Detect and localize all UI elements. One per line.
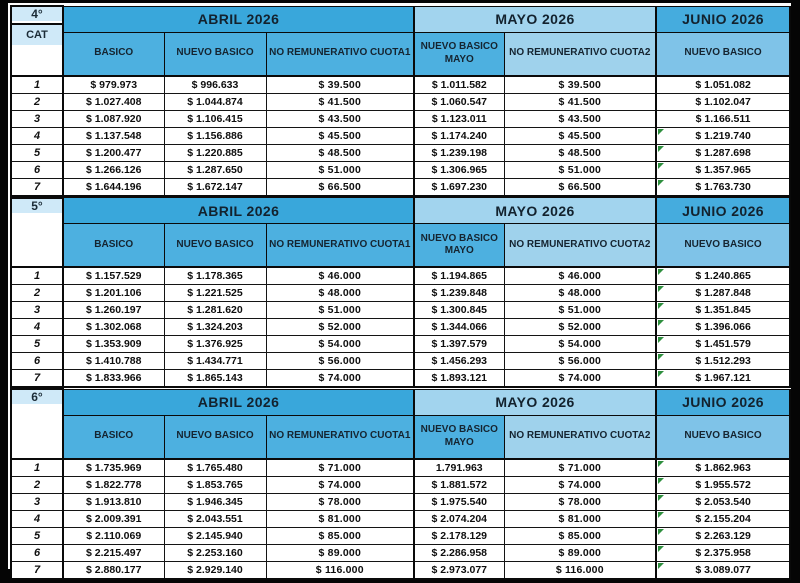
value-cell: $ 2.178.129 [414, 527, 504, 544]
value-cell: $ 1.281.620 [164, 302, 266, 319]
green-corner-flag-icon [658, 180, 664, 186]
category-number-cell: 5 [11, 527, 63, 544]
table-row [11, 178, 790, 196]
category-number-cell: 7 [11, 561, 63, 579]
value-cell: $ 43.500 [504, 110, 656, 127]
category-number-cell: 2 [11, 476, 63, 493]
value-cell: $ 1.306.965 [414, 161, 504, 178]
table-row [11, 476, 790, 493]
green-corner-flag-icon [658, 286, 664, 292]
category-number-cell: 4 [11, 127, 63, 144]
value-cell: $ 1.239.848 [414, 285, 504, 302]
value-cell: $ 48.000 [504, 285, 656, 302]
value-cell: $ 1.300.845 [414, 302, 504, 319]
category-label: 6° [12, 390, 62, 404]
value-cell: $ 1.174.240 [414, 127, 504, 144]
value-cell: $ 116.000 [266, 561, 414, 579]
value-cell: $ 2.074.204 [414, 510, 504, 527]
value-cell: $ 81.000 [504, 510, 656, 527]
value-cell: $ 1.913.810 [63, 493, 164, 510]
green-corner-flag-icon [658, 371, 664, 377]
category-label: 4° [12, 7, 62, 21]
table-row [11, 353, 790, 370]
cell-value: $ 1.862.963 [695, 461, 751, 474]
green-corner-flag-icon [658, 546, 664, 552]
value-cell: $ 2.145.940 [164, 527, 266, 544]
category-number-cell: 5 [11, 144, 63, 161]
value-cell: $ 116.000 [504, 561, 656, 579]
value-cell: $ 1.893.121 [414, 370, 504, 388]
category-header-cell [11, 198, 63, 268]
junio-value-cell: $ 1.102.047 [656, 93, 790, 110]
category-number-cell: 3 [11, 493, 63, 510]
table-row [11, 493, 790, 510]
category-header-cell [11, 6, 63, 76]
value-cell: $ 1.456.293 [414, 353, 504, 370]
table-row [11, 161, 790, 178]
value-cell: $ 1.011.582 [414, 76, 504, 94]
value-cell: $ 71.000 [266, 459, 414, 477]
column-header-nuevo-basico: NUEVO BASICO [164, 224, 266, 268]
category-number-cell: 1 [11, 76, 63, 94]
value-cell: $ 74.000 [266, 476, 414, 493]
cell-value: $ 1.287.698 [695, 146, 751, 159]
table-row [11, 510, 790, 527]
section-5-table [10, 197, 791, 389]
value-cell: $ 1.765.480 [164, 459, 266, 477]
junio-value-cell: $ 1.051.082 [656, 76, 790, 94]
month-header-junio: JUNIO 2026 [656, 6, 790, 32]
value-cell: $ 74.000 [504, 370, 656, 388]
column-header-basico: BASICO [63, 32, 164, 76]
column-header-no-remunerativo-2: NO REMUNERATIVO CUOTA2 [504, 32, 656, 76]
month-header-mayo: MAYO 2026 [414, 389, 656, 415]
category-number-cell: 6 [11, 161, 63, 178]
value-cell: $ 1.123.011 [414, 110, 504, 127]
column-header-row [11, 415, 790, 459]
value-cell: $ 1.397.579 [414, 336, 504, 353]
table-row [11, 527, 790, 544]
cell-value: $ 2.053.540 [695, 495, 751, 508]
value-cell: $ 1.060.547 [414, 93, 504, 110]
value-cell: $ 66.500 [504, 178, 656, 196]
value-cell: $ 54.000 [504, 336, 656, 353]
table-row [11, 93, 790, 110]
column-header-row [11, 224, 790, 268]
junio-value-cell [656, 144, 790, 161]
green-corner-flag-icon [658, 563, 664, 569]
category-number-cell: 5 [11, 336, 63, 353]
value-cell: $ 1.865.143 [164, 370, 266, 388]
value-cell: $ 78.000 [266, 493, 414, 510]
category-label: 5° [12, 199, 62, 213]
value-cell: $ 48.500 [266, 144, 414, 161]
value-cell: $ 1.106.415 [164, 110, 266, 127]
value-cell: $ 1.853.765 [164, 476, 266, 493]
cell-value: $ 2.375.958 [695, 546, 751, 559]
value-cell: $ 74.000 [504, 476, 656, 493]
section-4-table [10, 5, 791, 197]
value-cell: $ 979.973 [63, 76, 164, 94]
value-cell: $ 74.000 [266, 370, 414, 388]
month-header-row [11, 6, 790, 32]
table-row [11, 302, 790, 319]
section-4-body [11, 76, 790, 196]
month-header-row [11, 389, 790, 415]
value-cell: $ 39.500 [266, 76, 414, 94]
cell-value: $ 2.155.204 [695, 512, 751, 525]
cell-value: $ 1.357.965 [695, 163, 751, 176]
table-row [11, 110, 790, 127]
value-cell: $ 1.302.068 [63, 319, 164, 336]
category-number-cell: 4 [11, 510, 63, 527]
value-cell: $ 1.027.408 [63, 93, 164, 110]
value-cell: $ 78.000 [504, 493, 656, 510]
column-header-basico: BASICO [63, 224, 164, 268]
value-cell: $ 43.500 [266, 110, 414, 127]
section-6-body [11, 459, 790, 579]
value-cell: $ 81.000 [266, 510, 414, 527]
value-cell: $ 1.287.650 [164, 161, 266, 178]
table-row [11, 370, 790, 388]
column-header-basico: BASICO [63, 415, 164, 459]
junio-value-cell: $ 1.166.511 [656, 110, 790, 127]
value-cell: $ 71.000 [504, 459, 656, 477]
value-cell: $ 2.253.160 [164, 544, 266, 561]
value-cell: $ 1.975.540 [414, 493, 504, 510]
value-cell: $ 1.087.920 [63, 110, 164, 127]
value-cell: $ 52.000 [504, 319, 656, 336]
value-cell: $ 66.500 [266, 178, 414, 196]
value-cell: $ 1.221.525 [164, 285, 266, 302]
green-corner-flag-icon [658, 129, 664, 135]
month-header-mayo: MAYO 2026 [414, 6, 656, 32]
value-cell: $ 54.000 [266, 336, 414, 353]
column-header-nuevo-basico: NUEVO BASICO [164, 32, 266, 76]
table-row [11, 127, 790, 144]
category-number-cell: 2 [11, 93, 63, 110]
value-cell: $ 45.500 [504, 127, 656, 144]
value-cell: $ 1.410.788 [63, 353, 164, 370]
value-cell: $ 48.500 [504, 144, 656, 161]
green-corner-flag-icon [658, 269, 664, 275]
category-number-cell: 7 [11, 370, 63, 388]
value-cell: $ 2.880.177 [63, 561, 164, 579]
month-header-abril: ABRIL 2026 [63, 389, 414, 415]
junio-value-cell [656, 561, 790, 579]
value-cell: $ 1.697.230 [414, 178, 504, 196]
column-header-nuevo-basico: NUEVO BASICO [164, 415, 266, 459]
table-row [11, 144, 790, 161]
column-header-no-remunerativo-1: NO REMUNERATIVO CUOTA1 [266, 415, 414, 459]
green-corner-flag-icon [658, 478, 664, 484]
column-header-no-remunerativo-2: NO REMUNERATIVO CUOTA2 [504, 415, 656, 459]
green-corner-flag-icon [658, 529, 664, 535]
column-header-no-remunerativo-1: NO REMUNERATIVO CUOTA1 [266, 224, 414, 268]
value-cell: $ 1.324.203 [164, 319, 266, 336]
category-number-cell: 6 [11, 544, 63, 561]
value-cell: 1.791.963 [414, 459, 504, 477]
value-cell: $ 1.672.147 [164, 178, 266, 196]
green-corner-flag-icon [658, 303, 664, 309]
category-number-cell: 4 [11, 319, 63, 336]
table-row [11, 319, 790, 336]
value-cell: $ 1.137.548 [63, 127, 164, 144]
green-corner-flag-icon [658, 337, 664, 343]
junio-value-cell [656, 336, 790, 353]
cell-value: $ 1.955.572 [695, 478, 751, 491]
green-corner-flag-icon [658, 146, 664, 152]
junio-value-cell [656, 370, 790, 388]
cell-value: $ 1.219.740 [695, 129, 751, 142]
value-cell: $ 1.260.197 [63, 302, 164, 319]
month-header-junio: JUNIO 2026 [656, 389, 790, 415]
value-cell: $ 46.000 [266, 267, 414, 285]
cell-value: $ 1.451.579 [695, 338, 751, 350]
junio-value-cell [656, 127, 790, 144]
junio-value-cell [656, 510, 790, 527]
month-header-abril: ABRIL 2026 [63, 6, 414, 32]
column-header-no-remunerativo-1: NO REMUNERATIVO CUOTA1 [266, 32, 414, 76]
value-cell: $ 1.201.106 [63, 285, 164, 302]
section-5-body [11, 267, 790, 387]
value-cell: $ 1.822.778 [63, 476, 164, 493]
column-header-nuevo-basico-junio: NUEVO BASICO [656, 32, 790, 76]
category-number-cell: 3 [11, 302, 63, 319]
value-cell: $ 1.157.529 [63, 267, 164, 285]
value-cell: $ 2.286.958 [414, 544, 504, 561]
value-cell: $ 1.200.477 [63, 144, 164, 161]
value-cell: $ 1.376.925 [164, 336, 266, 353]
value-cell: $ 2.009.391 [63, 510, 164, 527]
value-cell: $ 85.000 [504, 527, 656, 544]
column-header-row [11, 32, 790, 76]
junio-value-cell [656, 459, 790, 477]
month-header-mayo: MAYO 2026 [414, 198, 656, 224]
junio-value-cell [656, 285, 790, 302]
table-row [11, 267, 790, 285]
value-cell: $ 89.000 [266, 544, 414, 561]
value-cell: $ 2.215.497 [63, 544, 164, 561]
value-cell: $ 2.043.551 [164, 510, 266, 527]
cell-value: $ 1.240.865 [695, 270, 751, 282]
section-6-table [10, 388, 791, 580]
green-corner-flag-icon [658, 320, 664, 326]
value-cell: $ 56.000 [266, 353, 414, 370]
column-header-nuevo-basico-junio: NUEVO BASICO [656, 415, 790, 459]
cell-value: $ 1.967.121 [695, 372, 751, 384]
value-cell: $ 1.344.066 [414, 319, 504, 336]
column-header-nuevo-basico-junio: NUEVO BASICO [656, 224, 790, 268]
value-cell: $ 41.500 [504, 93, 656, 110]
value-cell: $ 1.220.885 [164, 144, 266, 161]
category-header-cell [11, 389, 63, 459]
table-row [11, 76, 790, 94]
green-corner-flag-icon [658, 512, 664, 518]
value-cell: $ 89.000 [504, 544, 656, 561]
value-cell: $ 2.929.140 [164, 561, 266, 579]
month-header-row [11, 198, 790, 224]
column-header-nuevo-basico-mayo: NUEVO BASICO MAYO [414, 32, 504, 76]
column-header-no-remunerativo-2: NO REMUNERATIVO CUOTA2 [504, 224, 656, 268]
value-cell: $ 85.000 [266, 527, 414, 544]
cell-value: $ 1.512.293 [695, 355, 751, 367]
value-cell: $ 1.194.865 [414, 267, 504, 285]
month-header-junio: JUNIO 2026 [656, 198, 790, 224]
value-cell: $ 2.973.077 [414, 561, 504, 579]
cell-value: $ 1.351.845 [695, 304, 751, 316]
cell-value: $ 2.263.129 [695, 529, 751, 542]
category-number-cell: 1 [11, 267, 63, 285]
junio-value-cell [656, 353, 790, 370]
salary-scale-table [8, 3, 791, 576]
value-cell: $ 2.110.069 [63, 527, 164, 544]
category-number-cell: 7 [11, 178, 63, 196]
green-corner-flag-icon [658, 354, 664, 360]
value-cell: $ 1.881.572 [414, 476, 504, 493]
value-cell: $ 45.500 [266, 127, 414, 144]
value-cell: $ 56.000 [504, 353, 656, 370]
cat-column-header: CAT [12, 23, 62, 45]
value-cell: $ 1.946.345 [164, 493, 266, 510]
value-cell: $ 1.434.771 [164, 353, 266, 370]
value-cell: $ 48.000 [266, 285, 414, 302]
table-row [11, 544, 790, 561]
value-cell: $ 52.000 [266, 319, 414, 336]
junio-value-cell [656, 493, 790, 510]
green-corner-flag-icon [658, 461, 664, 467]
month-header-abril: ABRIL 2026 [63, 198, 414, 224]
junio-value-cell [656, 476, 790, 493]
cell-value: $ 3.089.077 [695, 563, 751, 576]
junio-value-cell [656, 544, 790, 561]
value-cell: $ 41.500 [266, 93, 414, 110]
junio-value-cell [656, 267, 790, 285]
category-number-cell: 1 [11, 459, 63, 477]
value-cell: $ 1.178.365 [164, 267, 266, 285]
cell-value: $ 1.287.848 [695, 287, 751, 299]
value-cell: $ 1.353.909 [63, 336, 164, 353]
value-cell: $ 46.000 [504, 267, 656, 285]
value-cell: $ 1.156.886 [164, 127, 266, 144]
value-cell: $ 1.239.198 [414, 144, 504, 161]
table-row [11, 459, 790, 477]
value-cell: $ 51.000 [504, 302, 656, 319]
value-cell: $ 996.633 [164, 76, 266, 94]
junio-value-cell [656, 319, 790, 336]
cell-value: $ 1.396.066 [695, 321, 751, 333]
junio-value-cell [656, 302, 790, 319]
junio-value-cell [656, 527, 790, 544]
table-row [11, 561, 790, 579]
value-cell: $ 39.500 [504, 76, 656, 94]
value-cell: $ 1.266.126 [63, 161, 164, 178]
value-cell: $ 1.044.874 [164, 93, 266, 110]
column-header-nuevo-basico-mayo: NUEVO BASICO MAYO [414, 415, 504, 459]
category-number-cell: 2 [11, 285, 63, 302]
value-cell: $ 1.735.969 [63, 459, 164, 477]
value-cell: $ 51.000 [266, 302, 414, 319]
table-row [11, 285, 790, 302]
category-number-cell: 3 [11, 110, 63, 127]
green-corner-flag-icon [658, 495, 664, 501]
table-row [11, 336, 790, 353]
value-cell: $ 1.644.196 [63, 178, 164, 196]
cell-value: $ 1.763.730 [695, 180, 751, 193]
value-cell: $ 1.833.966 [63, 370, 164, 388]
value-cell: $ 51.000 [504, 161, 656, 178]
category-number-cell: 6 [11, 353, 63, 370]
column-header-nuevo-basico-mayo: NUEVO BASICO MAYO [414, 224, 504, 268]
green-corner-flag-icon [658, 163, 664, 169]
junio-value-cell [656, 178, 790, 196]
junio-value-cell [656, 161, 790, 178]
value-cell: $ 51.000 [266, 161, 414, 178]
